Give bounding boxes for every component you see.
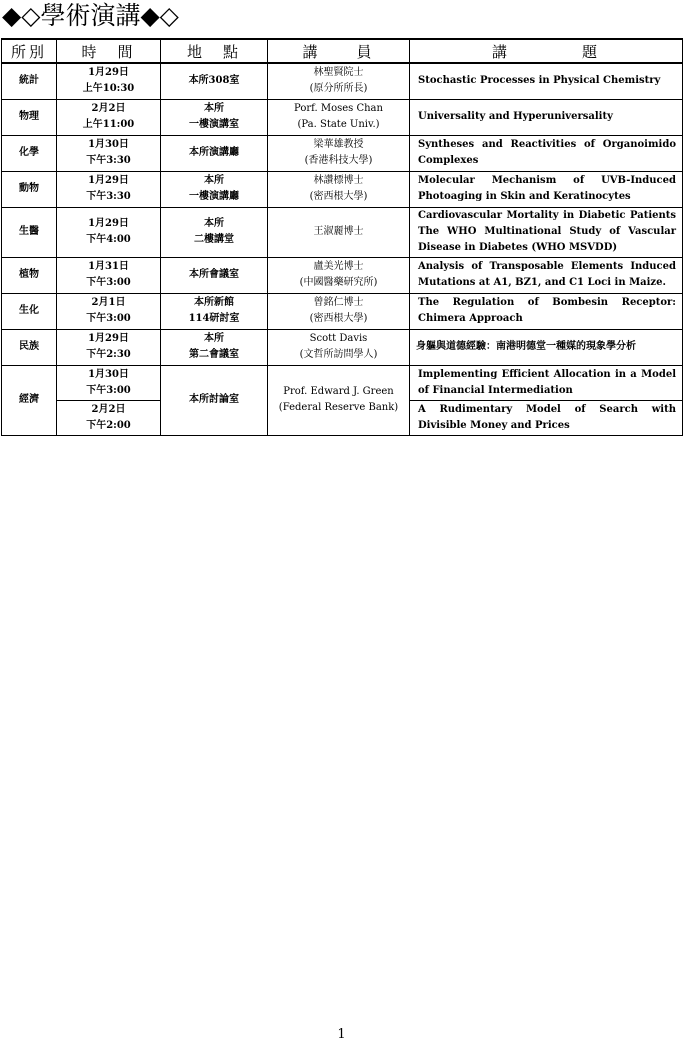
speaker-cell: [268, 63, 410, 99]
place-cell: [161, 171, 268, 207]
speaker-cell: [268, 135, 410, 171]
date-text: 1月29日: [88, 67, 129, 79]
speaker-text: (文哲所訪問學人): [299, 349, 378, 360]
topic-cell: Analysis of Transposable Elements Induced Mutations at A1, BZ1, and C1 Loci in Maize.: [410, 257, 683, 293]
place-text: 一樓演講室: [189, 119, 239, 130]
place-text: 本所會議室: [189, 269, 239, 280]
dept-cell: 生醫: [2, 207, 57, 257]
place-cell: [161, 99, 268, 135]
place-cell: 本所討論室: [161, 365, 268, 435]
table-row: [2, 63, 683, 99]
speaker-text: (原分所所長): [309, 83, 368, 95]
time-cell: [57, 365, 161, 400]
time-text: 上午10:30: [82, 83, 135, 95]
date-text: 2月1日: [91, 297, 126, 308]
place-text: 114研討室: [188, 313, 240, 324]
table-row: [2, 293, 683, 329]
speaker-cell: [268, 99, 410, 135]
place-text: 本所新館: [194, 297, 234, 308]
table-row: [2, 99, 683, 135]
time-cell: [57, 135, 161, 171]
table-row: [2, 329, 683, 365]
time-cell: [57, 99, 161, 135]
time-text: 下午3:00: [86, 384, 131, 396]
place-text: 本所: [204, 333, 224, 344]
speaker-text: 曾銘仁博士: [313, 297, 364, 308]
speaker-text: (中國醫藥研究所): [299, 277, 378, 288]
speaker-cell: [268, 171, 410, 207]
time-cell: [57, 329, 161, 365]
time-cell: [57, 293, 161, 329]
time-cell: [57, 400, 161, 435]
time-cell: [57, 171, 161, 207]
topic-cell: Stochastic Processes in Physical Chemistry: [410, 63, 683, 99]
time-text: 下午2:30: [86, 349, 131, 360]
dept-cell: 物理: [2, 99, 57, 135]
time-cell: [57, 257, 161, 293]
speaker-text: Prof. Edward J. Green: [283, 386, 394, 397]
speaker-text: 王淑麗博士: [313, 226, 364, 237]
date-text: 1月31日: [88, 261, 129, 272]
time-text: 下午3:30: [86, 191, 131, 202]
topic-cell: A Rudimentary Model of Search with Divisible Money and Prices: [410, 400, 683, 435]
column-header-place: 地 點: [161, 39, 268, 63]
place-cell: [161, 329, 268, 365]
page-title: ◆◇學術演講◆◇: [2, 1, 179, 30]
page-number: 1: [337, 1027, 346, 1042]
table-row: [2, 257, 683, 293]
date-text: 1月30日: [88, 139, 129, 150]
place-text: 本所308室: [188, 75, 240, 87]
column-header-dept: 所別: [2, 39, 57, 63]
speaker-cell: [268, 365, 410, 435]
topic-cell: Implementing Efficient Allocation in a Model of Financial Intermediation: [410, 365, 683, 400]
speaker-text: (密西根大學): [309, 313, 368, 324]
topic-cell: 身軀與道德經驗：南港明德堂一種媒的現象學分析: [410, 329, 683, 365]
time-text: 下午2:00: [86, 419, 131, 431]
topic-cell: Universality and Hyperuniversality: [410, 99, 683, 135]
place-text: 本所演講廳: [189, 147, 239, 158]
speaker-text: (Pa. State Univ.): [297, 119, 380, 130]
place-cell: [161, 257, 268, 293]
time-text: 上午11:00: [82, 119, 135, 130]
dept-cell: 民族: [2, 329, 57, 365]
place-text: 本所: [204, 103, 224, 114]
time-text: 下午3:30: [86, 155, 131, 166]
place-cell: [161, 63, 268, 99]
table-row: [2, 207, 683, 257]
place-cell: [161, 293, 268, 329]
place-text: 二樓講堂: [194, 234, 234, 245]
speaker-text: (Federal Reserve Bank): [278, 402, 399, 413]
dept-cell: 生化: [2, 293, 57, 329]
place-cell: [161, 207, 268, 257]
speaker-text: 梁華雄教授: [313, 139, 364, 150]
dept-cell: 化學: [2, 135, 57, 171]
speaker-text: (香港科技大學): [304, 155, 373, 166]
time-cell: [57, 63, 161, 99]
speaker-text: (密西根大學): [309, 191, 368, 202]
place-cell: [161, 135, 268, 171]
table-body: [2, 63, 683, 435]
place-text: 本所: [204, 175, 224, 186]
time-text: 下午4:00: [86, 234, 131, 245]
time-text: 下午3:00: [86, 313, 131, 324]
place-text: 一樓演講廳: [189, 191, 239, 202]
time-cell: [57, 207, 161, 257]
time-text: 下午3:00: [86, 277, 131, 288]
place-text: 第二會議室: [189, 349, 239, 360]
date-text: 1月30日: [88, 368, 129, 380]
speaker-text: Scott Davis: [309, 333, 368, 344]
speaker-text: 林讚標博士: [313, 175, 364, 186]
dept-cell: 經濟: [2, 365, 57, 435]
topic-cell: Syntheses and Reactivities of Organoimido Complexes: [410, 135, 683, 171]
table-row: [2, 365, 683, 400]
dept-cell: 統計: [2, 63, 57, 99]
topic-cell: Cardiovascular Mortality in Diabetic Patients The WHO Multinational Study of Vascular Disease in Diabetes (WHO MSVDD): [410, 207, 683, 257]
column-header-time: 時 間: [57, 39, 161, 63]
lecture-table: [1, 38, 683, 436]
dept-cell: 動物: [2, 171, 57, 207]
speaker-cell: [268, 257, 410, 293]
speaker-text: 盧美光博士: [313, 261, 364, 272]
date-text: 1月29日: [88, 333, 129, 344]
topic-cell: Molecular Mechanism of UVB-Induced Photoaging in Skin and Keratinocytes: [410, 171, 683, 207]
speaker-text: Porf. Moses Chan: [294, 103, 383, 114]
speaker-text: 林聖賢院士: [313, 67, 364, 79]
column-header-speaker: 講 員: [268, 39, 410, 63]
place-text: 本所: [204, 218, 224, 229]
date-text: 2月2日: [91, 403, 126, 415]
speaker-cell: [268, 293, 410, 329]
dept-cell: 植物: [2, 257, 57, 293]
speaker-cell: [268, 207, 410, 257]
date-text: 1月29日: [88, 218, 129, 229]
table-row: [2, 171, 683, 207]
speaker-cell: [268, 329, 410, 365]
table-header-row: [2, 39, 683, 63]
topic-cell: The Regulation of Bombesin Receptor: Chimera Approach: [410, 293, 683, 329]
date-text: 1月29日: [88, 175, 129, 186]
date-text: 2月2日: [91, 103, 126, 114]
table-row: [2, 135, 683, 171]
column-header-topic: 講 題: [410, 39, 683, 63]
